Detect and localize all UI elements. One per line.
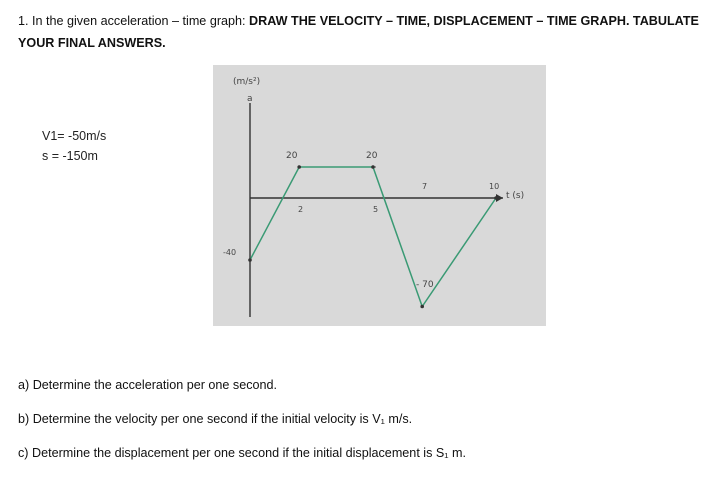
- given-initial-velocity: V1= -50m/s: [42, 129, 107, 143]
- y-axis-name: a: [247, 94, 253, 104]
- acceleration-series-line: [250, 167, 496, 307]
- data-point-4: [494, 196, 498, 200]
- part-b: b) Determine the velocity per one second if the initial velocity is V₁ m/s.: [18, 412, 413, 426]
- label-neg70: - 70: [416, 280, 434, 290]
- part-a: a) Determine the acceleration per one second.: [18, 378, 278, 392]
- x-axis-unit: t (s): [506, 191, 525, 201]
- acceleration-time-graph: [213, 65, 546, 326]
- label-20-right: 20: [366, 151, 378, 161]
- question-prefix: 1. In the given acceleration – time graph:: [18, 14, 250, 28]
- tick-label-2: 2: [298, 205, 304, 214]
- data-point-2: [371, 165, 375, 169]
- acceleration-time-graph-photo: [213, 65, 546, 326]
- given-initial-displacement: s = -150m: [42, 149, 98, 163]
- question-instruction: DRAW THE VELOCITY – TIME, DISPLACEMENT – TIME GRAPH. TABULATE YOUR FINAL ANSWERS.: [18, 14, 699, 50]
- question-title: [18, 10, 718, 54]
- label-neg40: -40: [223, 248, 237, 257]
- label-20-left: 20: [286, 151, 298, 161]
- y-axis-unit: (m/s²): [233, 77, 261, 87]
- tick-label-7: 7: [422, 182, 428, 191]
- tick-label-10: 10: [489, 182, 500, 191]
- data-point-1: [297, 165, 301, 169]
- tick-label-5: 5: [373, 205, 379, 214]
- data-point-3: [420, 305, 424, 309]
- part-c: c) Determine the displacement per one second if the initial displacement is S₁ m.: [18, 446, 467, 460]
- data-point-0: [248, 258, 252, 262]
